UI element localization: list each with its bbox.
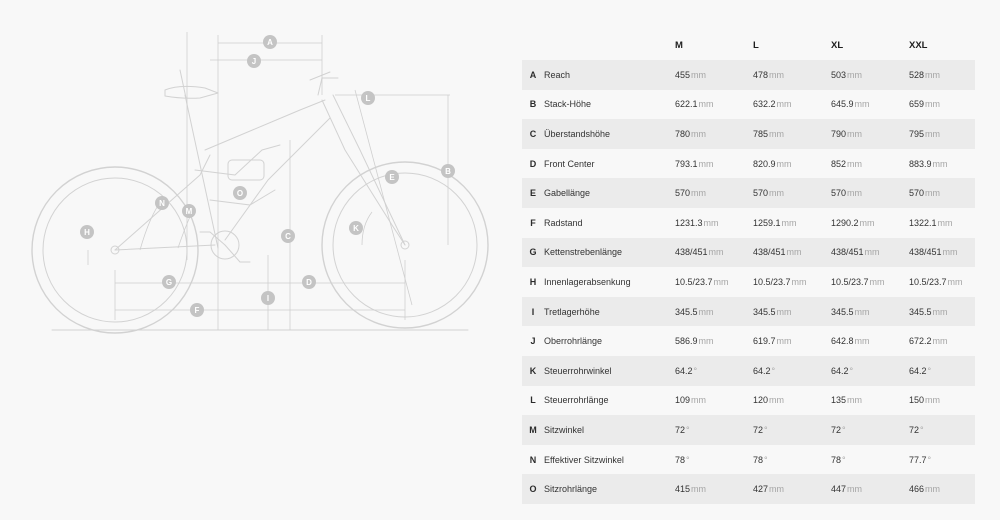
value-number: 645.9 — [831, 99, 854, 110]
value-unit: mm — [769, 69, 785, 80]
value-unit: mm — [854, 336, 870, 347]
header-size-xxl: XXL — [909, 39, 928, 51]
marker-k — [349, 221, 363, 235]
value-unit: mm — [854, 306, 870, 317]
table-row — [522, 297, 975, 327]
marker-label: O — [236, 189, 244, 198]
row-value — [753, 208, 831, 238]
value-number: 64.2 — [675, 365, 693, 376]
value-number: 78 — [753, 454, 764, 465]
value-number: 790 — [831, 128, 847, 139]
row-value — [831, 386, 909, 416]
marker-label: G — [165, 278, 173, 287]
value-unit: mm — [703, 217, 719, 228]
table-row — [522, 149, 975, 179]
row-code: J — [530, 336, 536, 347]
row-value — [675, 474, 753, 504]
value-unit: mm — [776, 336, 792, 347]
row-value — [675, 326, 753, 356]
marker-label: N — [159, 199, 165, 208]
value-unit: mm — [708, 247, 724, 258]
value-unit: mm — [713, 276, 729, 287]
geometry-table — [522, 30, 975, 504]
marker-l — [361, 91, 375, 105]
row-code: C — [522, 119, 544, 149]
row-value — [753, 297, 831, 327]
value-number: 883.9 — [909, 158, 932, 169]
row-value — [675, 119, 753, 149]
value-unit: mm — [698, 336, 714, 347]
value-unit: mm — [781, 217, 797, 228]
value-number: 10.5/23.7 — [831, 276, 869, 287]
value-number: 109 — [675, 395, 691, 406]
row-label: Oberrohrlänge — [544, 336, 603, 347]
marker-c — [281, 229, 295, 243]
row-value — [909, 178, 975, 208]
marker-h — [80, 225, 94, 239]
row-code: K — [522, 356, 544, 386]
value-unit: mm — [691, 69, 707, 80]
row-code: H — [529, 276, 537, 287]
value-unit: mm — [769, 188, 785, 199]
row-value — [753, 149, 831, 179]
value-number: 820.9 — [753, 158, 776, 169]
row-value — [909, 208, 975, 238]
value-unit: ° — [693, 365, 698, 376]
row-code: M — [522, 415, 544, 445]
row-value — [675, 356, 753, 386]
table-row — [522, 60, 975, 90]
row-value — [675, 60, 753, 90]
value-unit: mm — [847, 188, 863, 199]
marker-b — [441, 164, 455, 178]
value-number: 1259.1 — [753, 217, 781, 228]
row-value — [675, 386, 753, 416]
marker-label: M — [185, 207, 193, 216]
table-row — [522, 238, 975, 268]
row-value — [909, 90, 975, 120]
row-value — [753, 474, 831, 504]
row-value — [831, 474, 909, 504]
row-code: I — [522, 297, 544, 327]
value-unit: mm — [932, 306, 948, 317]
row-value — [831, 415, 909, 445]
value-unit: mm — [776, 158, 792, 169]
value-unit: mm — [925, 99, 941, 110]
value-number: 10.5/23.7 — [909, 276, 947, 287]
value-number: 455 — [675, 69, 691, 80]
table-row — [522, 119, 975, 149]
value-unit: mm — [698, 306, 714, 317]
value-unit: ° — [764, 424, 768, 435]
row-value — [753, 415, 831, 445]
value-number: 780 — [675, 128, 691, 139]
value-unit: mm — [932, 336, 948, 347]
value-number: 570 — [675, 188, 691, 199]
value-number: 72 — [675, 424, 686, 435]
row-code: A — [522, 60, 544, 90]
row-code: F — [530, 217, 536, 228]
marker-g — [162, 275, 176, 289]
row-value — [753, 60, 831, 90]
value-number: 447 — [831, 484, 847, 495]
value-number: 345.5 — [831, 306, 854, 317]
value-unit: mm — [786, 247, 802, 258]
value-number: 466 — [909, 484, 925, 495]
row-code: N — [529, 454, 537, 465]
row-value — [909, 445, 975, 475]
value-unit: mm — [698, 99, 714, 110]
row-value — [753, 238, 831, 268]
value-number: 438/451 — [753, 247, 786, 258]
saddle — [165, 86, 218, 98]
row-value — [675, 267, 753, 297]
value-number: 622.1 — [675, 99, 698, 110]
row-value — [753, 178, 831, 208]
marker-j — [247, 54, 261, 68]
row-value — [753, 326, 831, 356]
value-unit: mm — [691, 188, 707, 199]
row-value — [675, 90, 753, 120]
seatpost — [180, 70, 186, 98]
row-value — [909, 267, 975, 297]
row-value — [909, 386, 975, 416]
value-number: 438/451 — [831, 247, 864, 258]
row-value — [675, 297, 753, 327]
marker-label: L — [365, 94, 371, 103]
frame-down-tube — [225, 118, 330, 240]
marker-d — [302, 275, 316, 289]
value-unit: mm — [859, 217, 875, 228]
value-number: 135 — [831, 395, 847, 406]
value-number: 415 — [675, 484, 691, 495]
row-label: Steuerrohrlänge — [544, 395, 609, 406]
row-code: B — [529, 99, 537, 110]
row-label: Kettenstrebenlänge — [544, 238, 675, 268]
marker-label: H — [84, 228, 90, 237]
row-value — [909, 415, 975, 445]
row-label: Sitzwinkel — [544, 415, 675, 445]
row-label: Sitzrohrlänge — [544, 474, 675, 504]
row-value — [831, 208, 909, 238]
header-size-l: L — [753, 39, 759, 51]
marker-i — [261, 291, 275, 305]
row-code: D — [529, 158, 537, 169]
value-number: 1322.1 — [909, 217, 937, 228]
marker-label: D — [306, 278, 312, 287]
marker-label: E — [389, 173, 395, 182]
header-code — [522, 30, 544, 60]
value-number: 64.2 — [753, 365, 771, 376]
value-unit: mm — [847, 128, 863, 139]
value-unit: mm — [847, 484, 863, 495]
row-value — [909, 238, 975, 268]
row-value — [909, 60, 975, 90]
value-number: 659 — [909, 99, 925, 110]
row-code: E — [522, 178, 544, 208]
row-label: Front Center — [544, 158, 595, 169]
row-value — [753, 267, 831, 297]
value-unit: mm — [925, 395, 941, 406]
marker-f — [190, 303, 204, 317]
value-number: 672.2 — [909, 336, 932, 347]
row-value — [675, 178, 753, 208]
value-unit: mm — [847, 69, 863, 80]
row-value — [831, 90, 909, 120]
value-number: 77.7 — [909, 454, 927, 465]
row-value — [675, 445, 753, 475]
marker-label: I — [266, 294, 270, 303]
table-row — [522, 445, 975, 475]
stem — [318, 78, 338, 95]
value-unit: mm — [698, 158, 714, 169]
value-number: 64.2 — [909, 365, 927, 376]
value-unit: mm — [932, 158, 948, 169]
value-unit: ° — [920, 424, 924, 435]
row-value — [753, 90, 831, 120]
value-unit: mm — [925, 188, 941, 199]
value-unit: mm — [691, 395, 707, 406]
row-label: Effektiver Sitzwinkel — [544, 454, 624, 465]
value-unit: ° — [849, 365, 854, 376]
value-unit: mm — [691, 128, 707, 139]
row-label: Stack-Höhe — [544, 99, 592, 110]
value-number: 586.9 — [675, 336, 698, 347]
value-number: 72 — [909, 424, 920, 435]
value-unit: ° — [686, 424, 690, 435]
row-value — [831, 326, 909, 356]
marker-label: J — [251, 57, 257, 66]
value-number: 345.5 — [753, 306, 776, 317]
value-unit: mm — [942, 247, 958, 258]
value-unit: mm — [776, 306, 792, 317]
row-value — [675, 415, 753, 445]
marker-label: A — [267, 38, 273, 47]
row-label: Überstandshöhe — [544, 119, 675, 149]
frame-top-tube — [205, 100, 325, 150]
header-label — [544, 30, 675, 60]
value-number: 632.2 — [753, 99, 776, 110]
value-unit: mm — [847, 395, 863, 406]
row-value — [909, 297, 975, 327]
table-row — [522, 178, 975, 208]
row-label: Innenlagerabsenkung — [544, 276, 631, 287]
value-number: 64.2 — [831, 365, 849, 376]
table-row — [522, 474, 975, 504]
value-unit: ° — [842, 454, 846, 465]
value-number: 570 — [909, 188, 925, 199]
value-number: 438/451 — [909, 247, 942, 258]
value-unit: mm — [791, 276, 807, 287]
table-row — [522, 415, 975, 445]
value-number: 785 — [753, 128, 769, 139]
value-number: 438/451 — [675, 247, 708, 258]
value-unit: mm — [937, 217, 953, 228]
value-number: 72 — [831, 424, 842, 435]
row-value — [831, 297, 909, 327]
row-value — [675, 149, 753, 179]
table-row — [522, 386, 975, 416]
value-unit: mm — [769, 484, 785, 495]
marker-e — [385, 170, 399, 184]
value-unit: mm — [769, 395, 785, 406]
value-number: 345.5 — [909, 306, 932, 317]
header-size-m: M — [675, 39, 683, 51]
marker-o — [233, 186, 247, 200]
row-value — [909, 474, 975, 504]
row-value — [909, 149, 975, 179]
value-unit: ° — [927, 454, 932, 465]
row-value — [753, 445, 831, 475]
row-value — [831, 267, 909, 297]
marker-m — [182, 204, 196, 218]
table-row — [522, 208, 975, 238]
row-label: Tretlagerhöhe — [544, 297, 675, 327]
header-size-xl: XL — [831, 39, 844, 51]
value-unit: ° — [771, 365, 776, 376]
row-label: Steuerrohrwinkel — [544, 356, 675, 386]
row-value — [753, 119, 831, 149]
row-value — [831, 445, 909, 475]
value-unit: mm — [776, 99, 792, 110]
marker-label: C — [285, 232, 291, 241]
value-unit: mm — [691, 484, 707, 495]
row-code: O — [522, 474, 544, 504]
value-number: 852 — [831, 158, 847, 169]
row-value — [909, 119, 975, 149]
handlebar — [310, 72, 330, 80]
diagram-markers — [80, 35, 455, 317]
table-row — [522, 267, 975, 297]
value-unit: mm — [947, 276, 963, 287]
table-header-row — [522, 30, 975, 60]
value-number: 1231.3 — [675, 217, 703, 228]
value-unit: mm — [864, 247, 880, 258]
row-value — [831, 178, 909, 208]
value-number: 10.5/23.7 — [753, 276, 791, 287]
row-value — [753, 356, 831, 386]
value-number: 503 — [831, 69, 847, 80]
row-label: Radstand — [544, 217, 583, 228]
value-number: 642.8 — [831, 336, 854, 347]
value-number: 570 — [753, 188, 769, 199]
value-unit: mm — [854, 99, 870, 110]
row-value — [909, 326, 975, 356]
table-row — [522, 356, 975, 386]
row-value — [831, 119, 909, 149]
value-number: 795 — [909, 128, 925, 139]
value-number: 478 — [753, 69, 769, 80]
value-number: 72 — [753, 424, 764, 435]
value-number: 528 — [909, 69, 925, 80]
value-number: 570 — [831, 188, 847, 199]
value-number: 78 — [675, 454, 686, 465]
value-unit: ° — [842, 424, 846, 435]
table-row — [522, 90, 975, 120]
value-number: 793.1 — [675, 158, 698, 169]
value-unit: mm — [847, 158, 863, 169]
marker-label: B — [445, 167, 451, 176]
value-number: 78 — [831, 454, 842, 465]
row-value — [675, 238, 753, 268]
value-unit: mm — [925, 484, 941, 495]
row-label: Reach — [544, 60, 675, 90]
value-unit: mm — [769, 128, 785, 139]
value-number: 427 — [753, 484, 769, 495]
row-code: G — [522, 238, 544, 268]
value-number: 150 — [909, 395, 925, 406]
value-unit: mm — [925, 128, 941, 139]
row-value — [831, 149, 909, 179]
value-number: 619.7 — [753, 336, 776, 347]
table-row — [522, 326, 975, 356]
row-value — [831, 238, 909, 268]
value-unit: ° — [927, 365, 932, 376]
marker-label: F — [194, 306, 200, 315]
value-unit: ° — [686, 454, 690, 465]
marker-label: K — [353, 224, 359, 233]
row-value — [753, 386, 831, 416]
row-label: Gabellänge — [544, 178, 675, 208]
row-value — [831, 60, 909, 90]
value-unit: mm — [925, 69, 941, 80]
row-value — [831, 356, 909, 386]
value-unit: mm — [869, 276, 885, 287]
row-value — [675, 208, 753, 238]
marker-n — [155, 196, 169, 210]
value-number: 1290.2 — [831, 217, 859, 228]
frame-chainstay — [115, 245, 215, 250]
value-number: 345.5 — [675, 306, 698, 317]
row-value — [909, 356, 975, 386]
marker-a — [263, 35, 277, 49]
row-code: L — [530, 395, 536, 406]
value-unit: ° — [764, 454, 768, 465]
value-number: 120 — [753, 395, 769, 406]
value-number: 10.5/23.7 — [675, 276, 713, 287]
